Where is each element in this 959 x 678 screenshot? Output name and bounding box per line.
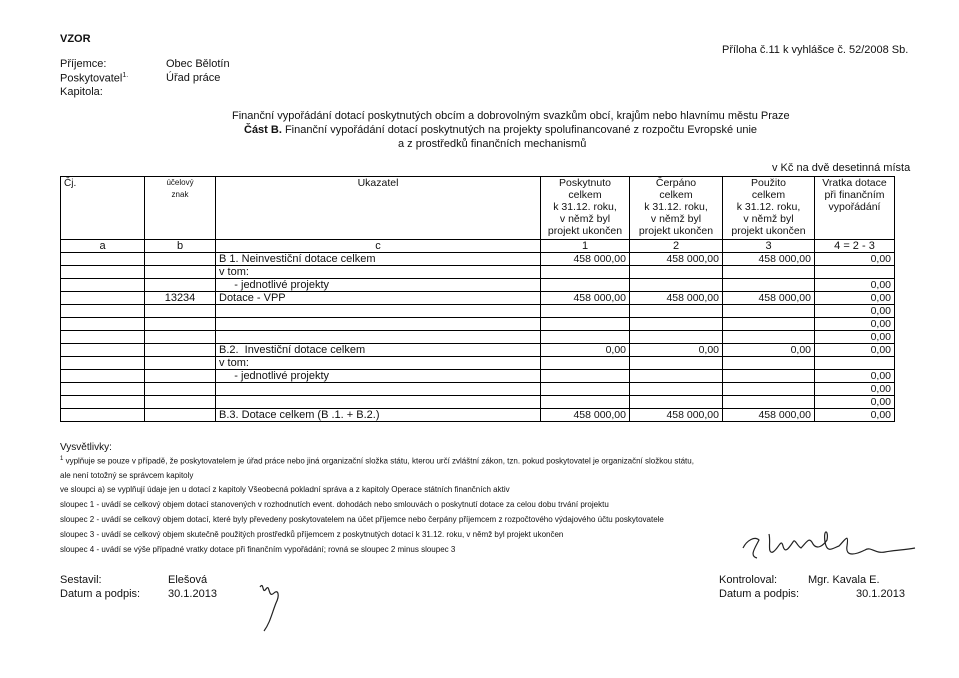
cell-pouzito: 458 000,00 (723, 253, 815, 266)
cell-vratka: 0,00 (815, 344, 895, 357)
index-1: 1 (541, 240, 630, 253)
cell-pouzito: 458 000,00 (723, 292, 815, 305)
header-col1: Poskytnuto celkem k 31.12. roku, v němž byl projekt ukončen (541, 177, 630, 240)
cell-cj (61, 370, 145, 383)
cell-poskytnuto (541, 305, 630, 318)
checked-by-value: Mgr. Kavala E. (808, 574, 880, 586)
settlement-table (60, 176, 895, 422)
note-1: $^1$ vyplňuje se pouze v případě, že poskytovatelem je úřad práce nebo jiná organizační složka státu, kterou určí zvláštní zákon, tzn. pokud poskytovatel je organizační složkou státu, (60, 456, 694, 466)
cell-vratka: 0,00 (815, 305, 895, 318)
cell-vratka: 0,00 (815, 292, 895, 305)
cell-vratka (815, 357, 895, 370)
signature-compiler (250, 575, 290, 635)
note-5: sloupec 2 - uvádí se celkový objem dotací, které byly převedeny poskytovatelem na účet příjemce nebo čerpány příjemcem z rozpočtového výdajového účtu poskytovatele (60, 515, 664, 524)
cell-label (216, 305, 541, 318)
cell-label: - jednotlivé projekty (216, 279, 541, 292)
cell-pouzito (723, 383, 815, 396)
cell-cerpano (630, 370, 723, 383)
cell-vratka: 0,00 (815, 318, 895, 331)
cell-pouzito: 0,00 (723, 344, 815, 357)
cell-cj (61, 318, 145, 331)
table-row (61, 409, 895, 422)
cell-cerpano: 458 000,00 (630, 253, 723, 266)
cell-label: B.3. Dotace celkem (B .1. + B.2.) (216, 409, 541, 422)
cell-vratka: 0,00 (815, 253, 895, 266)
cell-cj (61, 292, 145, 305)
cell-znak (145, 396, 216, 409)
cell-znak (145, 305, 216, 318)
cell-cj (61, 409, 145, 422)
cell-znak (145, 253, 216, 266)
cell-vratka (815, 266, 895, 279)
cell-vratka: 0,00 (815, 370, 895, 383)
cell-cerpano (630, 318, 723, 331)
chapter-label: Kapitola: (60, 86, 103, 98)
compiled-by-label: Sestavil: (60, 574, 102, 586)
cell-label: Dotace - VPP (216, 292, 541, 305)
cell-vratka: 0,00 (815, 331, 895, 344)
table-row (61, 357, 895, 370)
date-sign-value-2: 30.1.2013 (856, 588, 905, 600)
cell-znak (145, 357, 216, 370)
cell-cj (61, 383, 145, 396)
cell-cj (61, 253, 145, 266)
table-row (61, 370, 895, 383)
cell-pouzito (723, 331, 815, 344)
table-row (61, 396, 895, 409)
cell-label (216, 383, 541, 396)
cell-vratka: 0,00 (815, 383, 895, 396)
cell-cerpano: 0,00 (630, 344, 723, 357)
index-b: b (145, 240, 216, 253)
cell-znak (145, 344, 216, 357)
cell-cerpano (630, 266, 723, 279)
header-col2: Čerpáno celkem k 31.12. roku, v němž byl projekt ukončen (630, 177, 723, 240)
cell-cj (61, 331, 145, 344)
cell-pouzito (723, 266, 815, 279)
cell-cerpano (630, 331, 723, 344)
checked-by-label: Kontroloval: (719, 574, 778, 586)
date-sign-label-2: Datum a podpis: (719, 588, 800, 600)
cell-znak (145, 370, 216, 383)
cell-znak (145, 331, 216, 344)
table-row (61, 318, 895, 331)
cell-poskytnuto (541, 266, 630, 279)
cell-poskytnuto (541, 383, 630, 396)
cell-pouzito (723, 305, 815, 318)
sample-label: VZOR (60, 33, 91, 45)
annex-reference: Příloha č.11 k vyhlášce č. 52/2008 Sb. (722, 44, 909, 56)
cell-pouzito (723, 279, 815, 292)
cell-znak (145, 318, 216, 331)
note-4: sloupec 1 - uvádí se celkový objem dotací stanovených v rozhodnutích event. dohodách nebo smlouvách o poskytnutí dotace za celou dobu trvání projektu (60, 500, 609, 509)
index-4: 4 = 2 - 3 (815, 240, 895, 253)
cell-vratka: 0,00 (815, 409, 895, 422)
table-row (61, 383, 895, 396)
cell-pouzito (723, 357, 815, 370)
note-3: ve sloupci a) se vyplňují údaje jen u dotací z kapitoly Všeobecná pokladní správa a z kapitoly Operace státních finančních aktiv (60, 485, 510, 494)
cell-poskytnuto (541, 318, 630, 331)
cell-vratka: 0,00 (815, 279, 895, 292)
index-c: c (216, 240, 541, 253)
cell-cerpano: 458 000,00 (630, 409, 723, 422)
table-row (61, 331, 895, 344)
note-7: sloupec 4 - uvádí se výše případné vratky dotace při finančním vypořádání; rovná se sloupec 2 minus sloupec 3 (60, 545, 456, 554)
cell-znak (145, 409, 216, 422)
table-body (61, 253, 895, 422)
table-row (61, 266, 895, 279)
cell-cerpano (630, 305, 723, 318)
index-3: 3 (723, 240, 815, 253)
cell-cj (61, 357, 145, 370)
signature-controller (735, 518, 920, 573)
cell-label: B.2. Investiční dotace celkem (216, 344, 541, 357)
cell-label (216, 331, 541, 344)
cell-poskytnuto (541, 396, 630, 409)
cell-label: v tom: (216, 357, 541, 370)
note-2: ale není totožný se správcem kapitoly (60, 471, 194, 480)
cell-label: B 1. Neinvestiční dotace celkem (216, 253, 541, 266)
table-row (61, 292, 895, 305)
date-sign-value: 30.1.2013 (168, 588, 217, 600)
cell-label (216, 396, 541, 409)
cell-cj (61, 344, 145, 357)
recipient-value: Obec Bělotín (166, 58, 230, 70)
table-row (61, 253, 895, 266)
index-row (61, 240, 895, 253)
cell-pouzito (723, 396, 815, 409)
cell-poskytnuto (541, 370, 630, 383)
units-note: v Kč na dvě desetinná místa (772, 162, 911, 174)
cell-poskytnuto: 458 000,00 (541, 253, 630, 266)
notes-title: Vysvětlivky: (60, 442, 112, 453)
cell-cerpano: 458 000,00 (630, 292, 723, 305)
compiled-by-value: Elešová (168, 574, 208, 586)
cell-poskytnuto (541, 331, 630, 344)
cell-znak (145, 266, 216, 279)
header-col4: Vratka dotace při finančním vypořádání (815, 177, 895, 240)
cell-vratka: 0,00 (815, 396, 895, 409)
cell-znak: 13234 (145, 292, 216, 305)
cell-pouzito (723, 370, 815, 383)
table-row (61, 344, 895, 357)
table-row (61, 305, 895, 318)
cell-label: v tom: (216, 266, 541, 279)
date-sign-label: Datum a podpis: (60, 588, 141, 600)
provider-value: Úřad práce (166, 72, 221, 84)
cell-pouzito (723, 318, 815, 331)
header-ukazatel: Ukazatel (216, 177, 541, 240)
cell-znak (145, 383, 216, 396)
note-6: sloupec 3 - uvádí se celkový objem skutečně použitých prostředků příjemcem z poskytnutých dotací k 31.12. roku, v němž byl projekt ukončen (60, 530, 564, 539)
cell-label (216, 318, 541, 331)
cell-cerpano (630, 396, 723, 409)
cell-pouzito: 458 000,00 (723, 409, 815, 422)
table-row (61, 279, 895, 292)
header-cj: Čj. (61, 177, 145, 240)
provider-label: Poskytovatel$^{1.}$ (60, 72, 129, 85)
cell-poskytnuto: 458 000,00 (541, 409, 630, 422)
title-line-2: Část B. Finanční vypořádání dotací poskytnutých na projekty spolufinancované z rozpočtu Evropské unie (244, 124, 758, 136)
cell-cerpano (630, 279, 723, 292)
cell-cj (61, 305, 145, 318)
index-2: 2 (630, 240, 723, 253)
cell-cj (61, 279, 145, 292)
header-ucelovy-znak: účelový znak (145, 177, 216, 240)
cell-poskytnuto (541, 279, 630, 292)
title-line-3: a z prostředků finančních mechanismů (398, 138, 587, 150)
index-a: a (61, 240, 145, 253)
cell-poskytnuto: 0,00 (541, 344, 630, 357)
cell-poskytnuto (541, 357, 630, 370)
title-line-1: Finanční vypořádání dotací poskytnutých obcím a dobrovolným svazkům obcí, krajům nebo hlavnímu městu Praze (232, 110, 790, 122)
cell-znak (145, 279, 216, 292)
recipient-label: Příjemce: (60, 58, 107, 70)
cell-poskytnuto: 458 000,00 (541, 292, 630, 305)
header-col3: Použito celkem k 31.12. roku, v němž byl projekt ukončen (723, 177, 815, 240)
cell-cerpano (630, 357, 723, 370)
cell-cerpano (630, 383, 723, 396)
cell-cj (61, 266, 145, 279)
table-header-row (61, 177, 895, 240)
cell-cj (61, 396, 145, 409)
cell-label: - jednotlivé projekty (216, 370, 541, 383)
